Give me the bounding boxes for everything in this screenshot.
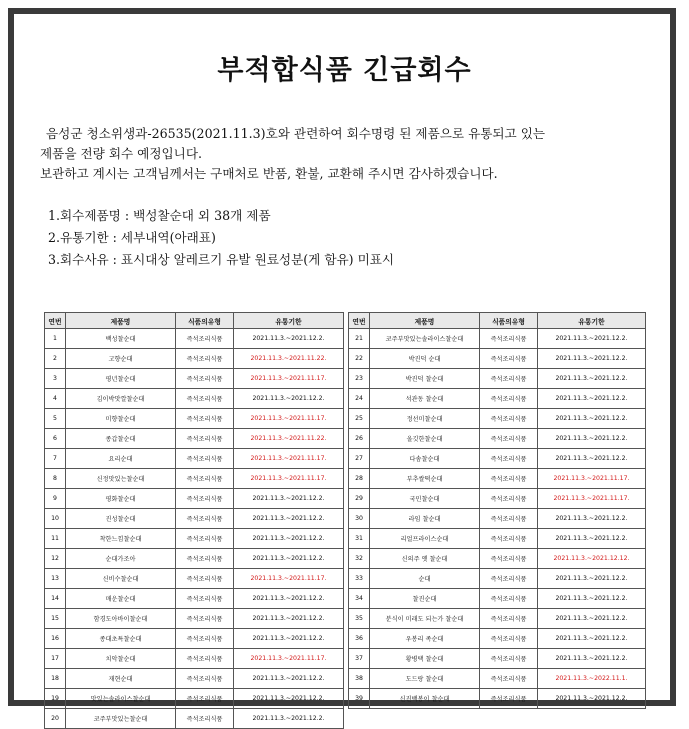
cell-expiry: 2021.11.3.~2021.11.17. (538, 489, 646, 509)
cell-product-name: 평년찰순대 (66, 369, 176, 389)
cell-expiry: 2021.11.3.~2021.12.2. (538, 509, 646, 529)
cell-no: 30 (349, 509, 370, 529)
table-row (45, 629, 344, 649)
cell-food-type: 즉석조리식품 (176, 649, 234, 669)
cell-no: 17 (45, 649, 66, 669)
cell-no: 20 (45, 709, 66, 729)
cell-no: 39 (349, 689, 370, 709)
cell-product-name: 다솜찰순대 (370, 449, 480, 469)
cell-product-name: 박진덕 순대 (370, 349, 480, 369)
cell-expiry: 2021.11.3.~2021.11.17. (234, 369, 344, 389)
table-row (45, 589, 344, 609)
cell-no: 11 (45, 529, 66, 549)
cell-food-type: 즉석조리식품 (176, 449, 234, 469)
table-row (45, 489, 344, 509)
cell-no: 16 (45, 629, 66, 649)
table-row (45, 689, 344, 709)
page-title: 부적합식품 긴급회수 (217, 55, 472, 86)
cell-no: 8 (45, 469, 66, 489)
cell-expiry: 2021.11.3.~2021.12.2. (538, 689, 646, 709)
cell-no: 21 (349, 329, 370, 349)
cell-no: 12 (45, 549, 66, 569)
table-row (45, 469, 344, 489)
cell-no: 28 (349, 469, 370, 489)
cell-product-name: 신의주 옛 찰순대 (370, 549, 480, 569)
cell-expiry: 2021.11.3.~2021.12.2. (234, 629, 344, 649)
cell-product-name: 찰진순대 (370, 589, 480, 609)
recall-item-product: 1.회수제품명 : 백성찰순대 외 38개 제품 (48, 208, 271, 223)
cell-expiry: 2021.11.3.~2022.11.1. (538, 669, 646, 689)
table-row (45, 669, 344, 689)
table-row (349, 629, 646, 649)
recall-item-expiry: 2.유통기한 : 세부내역(아래표) (48, 230, 216, 245)
table-row (45, 549, 344, 569)
table-body-left (45, 329, 344, 729)
cell-expiry: 2021.11.3.~2021.11.17. (234, 449, 344, 469)
notice-paragraph (40, 124, 640, 184)
cell-product-name: 치악찰순대 (66, 649, 176, 669)
recall-item-reason: 3.회수사유 : 표시대상 알레르기 유발 원료성분(게 함유) 미표시 (48, 252, 395, 267)
cell-food-type: 즉석조리식품 (176, 489, 234, 509)
cell-food-type: 즉석조리식품 (176, 429, 234, 449)
table-row (45, 329, 344, 349)
cell-product-name: 맛있는솔라이스찰순대 (66, 689, 176, 709)
cell-no: 22 (349, 349, 370, 369)
cell-expiry: 2021.11.3.~2021.11.22. (234, 349, 344, 369)
cell-food-type: 즉석조리식품 (480, 489, 538, 509)
cell-no: 34 (349, 589, 370, 609)
cell-expiry: 2021.11.3.~2021.12.2. (538, 609, 646, 629)
table-row (45, 369, 344, 389)
cell-no: 1 (45, 329, 66, 349)
table-row (45, 609, 344, 629)
header-type: 식품의유형 (176, 313, 234, 329)
cell-no: 31 (349, 529, 370, 549)
cell-expiry: 2021.11.3.~2021.11.17. (538, 469, 646, 489)
cell-expiry: 2021.11.3.~2021.11.17. (234, 649, 344, 669)
table-row (45, 529, 344, 549)
cell-food-type: 즉석조리식품 (480, 349, 538, 369)
table-row (349, 669, 646, 689)
cell-food-type: 즉석조리식품 (480, 389, 538, 409)
table-row (45, 449, 344, 469)
table-row (349, 549, 646, 569)
cell-expiry: 2021.11.3.~2021.11.22. (234, 429, 344, 449)
table-row (349, 449, 646, 469)
cell-food-type: 즉석조리식품 (480, 329, 538, 349)
cell-product-name: 종갑찰순대 (66, 429, 176, 449)
cell-product-name: 국민찰순대 (370, 489, 480, 509)
cell-no: 3 (45, 369, 66, 389)
cell-no: 32 (349, 549, 370, 569)
cell-product-name: 백성찰순대 (66, 329, 176, 349)
cell-food-type: 즉석조리식품 (480, 689, 538, 709)
cell-expiry: 2021.11.3.~2021.11.17. (234, 409, 344, 429)
cell-food-type: 즉석조리식품 (480, 449, 538, 469)
table-header-row (349, 313, 646, 329)
cell-no: 33 (349, 569, 370, 589)
notice-line: 음성군 청소위생과-26535(2021.11.3)호와 관련하여 회수명령 된 제품으로 유통되고 있는 (46, 126, 546, 141)
table-row (349, 409, 646, 429)
cell-food-type: 즉석조리식품 (480, 569, 538, 589)
table-row (349, 649, 646, 669)
cell-expiry: 2021.11.3.~2021.11.17. (234, 569, 344, 589)
cell-no: 2 (45, 349, 66, 369)
cell-no: 4 (45, 389, 66, 409)
table-row (45, 409, 344, 429)
cell-expiry: 2021.11.3.~2021.12.2. (234, 709, 344, 729)
table-row (45, 569, 344, 589)
cell-food-type: 즉석조리식품 (176, 669, 234, 689)
header-name: 제품명 (370, 313, 480, 329)
cell-food-type: 즉석조리식품 (480, 409, 538, 429)
cell-product-name: 코주부맛있는찰순대 (66, 709, 176, 729)
cell-food-type: 즉석조리식품 (176, 549, 234, 569)
cell-no: 36 (349, 629, 370, 649)
table-header-row (45, 313, 344, 329)
cell-product-name: 신비수찰순대 (66, 569, 176, 589)
cell-expiry: 2021.11.3.~2021.11.17. (234, 469, 344, 489)
cell-product-name: 미향찰순대 (66, 409, 176, 429)
header-no: 연번 (45, 313, 66, 329)
cell-product-name: 순대가조아 (66, 549, 176, 569)
cell-no: 25 (349, 409, 370, 429)
cell-no: 37 (349, 649, 370, 669)
cell-expiry: 2021.11.3.~2021.12.2. (234, 389, 344, 409)
notice-line: 제품을 전량 회수 예정입니다. (40, 146, 202, 161)
table-row (349, 349, 646, 369)
cell-no: 18 (45, 669, 66, 689)
header-no: 연번 (349, 313, 370, 329)
table-body-right (349, 329, 646, 709)
cell-expiry: 2021.11.3.~2021.12.2. (538, 369, 646, 389)
cell-no: 13 (45, 569, 66, 589)
cell-food-type: 즉석조리식품 (176, 609, 234, 629)
cell-no: 19 (45, 689, 66, 709)
cell-product-name: 김이박맛깔찰순대 (66, 389, 176, 409)
cell-food-type: 즉석조리식품 (176, 509, 234, 529)
table-row (45, 389, 344, 409)
cell-product-name: 고향순대 (66, 349, 176, 369)
cell-expiry: 2021.11.3.~2021.12.2. (538, 349, 646, 369)
cell-product-name: 석관동 찰순대 (370, 389, 480, 409)
table-row (45, 509, 344, 529)
header-type: 식품의유형 (480, 313, 538, 329)
cell-no: 15 (45, 609, 66, 629)
cell-product-name: 종대초특찰순대 (66, 629, 176, 649)
cell-food-type: 즉석조리식품 (480, 589, 538, 609)
table-row (349, 429, 646, 449)
header-expiry: 유통기한 (234, 313, 344, 329)
cell-no: 5 (45, 409, 66, 429)
cell-no: 38 (349, 669, 370, 689)
cell-expiry: 2021.11.3.~2021.12.2. (234, 549, 344, 569)
notice-line: 보관하고 계시는 고객님께서는 구매처로 반품, 환불, 교환해 주시면 감사하겠습니다. (40, 166, 498, 181)
cell-product-name: 라임 찰순대 (370, 509, 480, 529)
header-name: 제품명 (66, 313, 176, 329)
table-row (349, 489, 646, 509)
cell-no: 6 (45, 429, 66, 449)
cell-no: 35 (349, 609, 370, 629)
table-row (349, 609, 646, 629)
cell-expiry: 2021.11.3.~2021.12.2. (538, 629, 646, 649)
cell-food-type: 즉석조리식품 (176, 329, 234, 349)
cell-food-type: 즉석조리식품 (176, 589, 234, 609)
table-row (349, 469, 646, 489)
cell-no: 10 (45, 509, 66, 529)
cell-expiry: 2021.11.3.~2021.12.2. (234, 669, 344, 689)
cell-expiry: 2021.11.3.~2021.12.2. (234, 609, 344, 629)
cell-food-type: 즉석조리식품 (176, 409, 234, 429)
cell-no: 14 (45, 589, 66, 609)
cell-food-type: 즉석조리식품 (176, 629, 234, 649)
cell-no: 9 (45, 489, 66, 509)
cell-food-type: 즉석조리식품 (480, 629, 538, 649)
cell-food-type: 즉석조리식품 (480, 509, 538, 529)
table-row (349, 529, 646, 549)
table-row (349, 509, 646, 529)
table-row (45, 349, 344, 369)
cell-food-type: 즉석조리식품 (176, 469, 234, 489)
cell-expiry: 2021.11.3.~2021.12.2. (538, 529, 646, 549)
cell-no: 26 (349, 429, 370, 449)
cell-expiry: 2021.11.3.~2021.12.2. (234, 489, 344, 509)
cell-product-name: 순대 (370, 569, 480, 589)
cell-product-name: 분식이 미래도 되는가 찰순대 (370, 609, 480, 629)
cell-food-type: 즉석조리식품 (176, 569, 234, 589)
cell-product-name: 요리순대 (66, 449, 176, 469)
cell-product-name: 매운찰순대 (66, 589, 176, 609)
cell-product-name: 착한느낌찰순대 (66, 529, 176, 549)
cell-product-name: 정선미찰순대 (370, 409, 480, 429)
table-row (349, 369, 646, 389)
cell-product-name: 신정맛있는찰순대 (66, 469, 176, 489)
cell-product-name: 황병택 찰순대 (370, 649, 480, 669)
cell-food-type: 즉석조리식품 (480, 649, 538, 669)
cell-expiry: 2021.11.3.~2021.12.2. (234, 529, 344, 549)
cell-product-name: 부추쌀떡순대 (370, 469, 480, 489)
cell-expiry: 2021.11.3.~2021.12.2. (538, 449, 646, 469)
cell-expiry: 2021.11.3.~2021.12.2. (538, 389, 646, 409)
table-row (349, 689, 646, 709)
cell-product-name: 진성찰순대 (66, 509, 176, 529)
cell-food-type: 즉석조리식품 (176, 689, 234, 709)
cell-product-name: 신진백봉이 찰순대 (370, 689, 480, 709)
cell-expiry: 2021.11.3.~2021.12.2. (234, 689, 344, 709)
cell-product-name: 재현순대 (66, 669, 176, 689)
cell-no: 27 (349, 449, 370, 469)
cell-product-name: 코주부맛있는솔라이스찰순대 (370, 329, 480, 349)
cell-food-type: 즉석조리식품 (176, 369, 234, 389)
cell-expiry: 2021.11.3.~2021.12.2. (234, 329, 344, 349)
cell-food-type: 즉석조리식품 (176, 709, 234, 729)
cell-food-type: 즉석조리식품 (480, 549, 538, 569)
cell-expiry: 2021.11.3.~2021.12.2. (234, 509, 344, 529)
cell-product-name: 우봉리 족순대 (370, 629, 480, 649)
table-row (349, 589, 646, 609)
cell-product-name: 올깃한찰순대 (370, 429, 480, 449)
cell-food-type: 즉석조리식품 (480, 429, 538, 449)
cell-no: 7 (45, 449, 66, 469)
cell-food-type: 즉석조리식품 (176, 529, 234, 549)
cell-food-type: 즉석조리식품 (480, 469, 538, 489)
cell-no: 29 (349, 489, 370, 509)
cell-expiry: 2021.11.3.~2021.12.2. (538, 409, 646, 429)
recall-table-right (348, 312, 646, 709)
cell-product-name: 평화찰순대 (66, 489, 176, 509)
recall-items (48, 205, 394, 271)
cell-no: 24 (349, 389, 370, 409)
cell-product-name: 박진덕 찰순대 (370, 369, 480, 389)
table-row (45, 709, 344, 729)
cell-expiry: 2021.11.3.~2021.12.2. (538, 329, 646, 349)
table-row (349, 329, 646, 349)
cell-expiry: 2021.11.3.~2021.12.2. (538, 569, 646, 589)
cell-expiry: 2021.11.3.~2021.12.2. (538, 649, 646, 669)
cell-expiry: 2021.11.3.~2021.12.12. (538, 549, 646, 569)
cell-no: 23 (349, 369, 370, 389)
table-row (45, 649, 344, 669)
cell-food-type: 즉석조리식품 (480, 369, 538, 389)
cell-expiry: 2021.11.3.~2021.12.2. (538, 429, 646, 449)
cell-product-name: 함경도아바이찰순대 (66, 609, 176, 629)
table-row (349, 569, 646, 589)
cell-food-type: 즉석조리식품 (480, 609, 538, 629)
cell-food-type: 즉석조리식품 (480, 529, 538, 549)
table-row (349, 389, 646, 409)
cell-food-type: 즉석조리식품 (176, 389, 234, 409)
cell-food-type: 즉석조리식품 (176, 349, 234, 369)
table-row (45, 429, 344, 449)
header-expiry: 유통기한 (538, 313, 646, 329)
cell-product-name: 도드랑 찰순대 (370, 669, 480, 689)
cell-food-type: 즉석조리식품 (480, 669, 538, 689)
cell-expiry: 2021.11.3.~2021.12.2. (538, 589, 646, 609)
cell-expiry: 2021.11.3.~2021.12.2. (234, 589, 344, 609)
recall-table-left (44, 312, 344, 729)
cell-product-name: 리얼프라이스순대 (370, 529, 480, 549)
